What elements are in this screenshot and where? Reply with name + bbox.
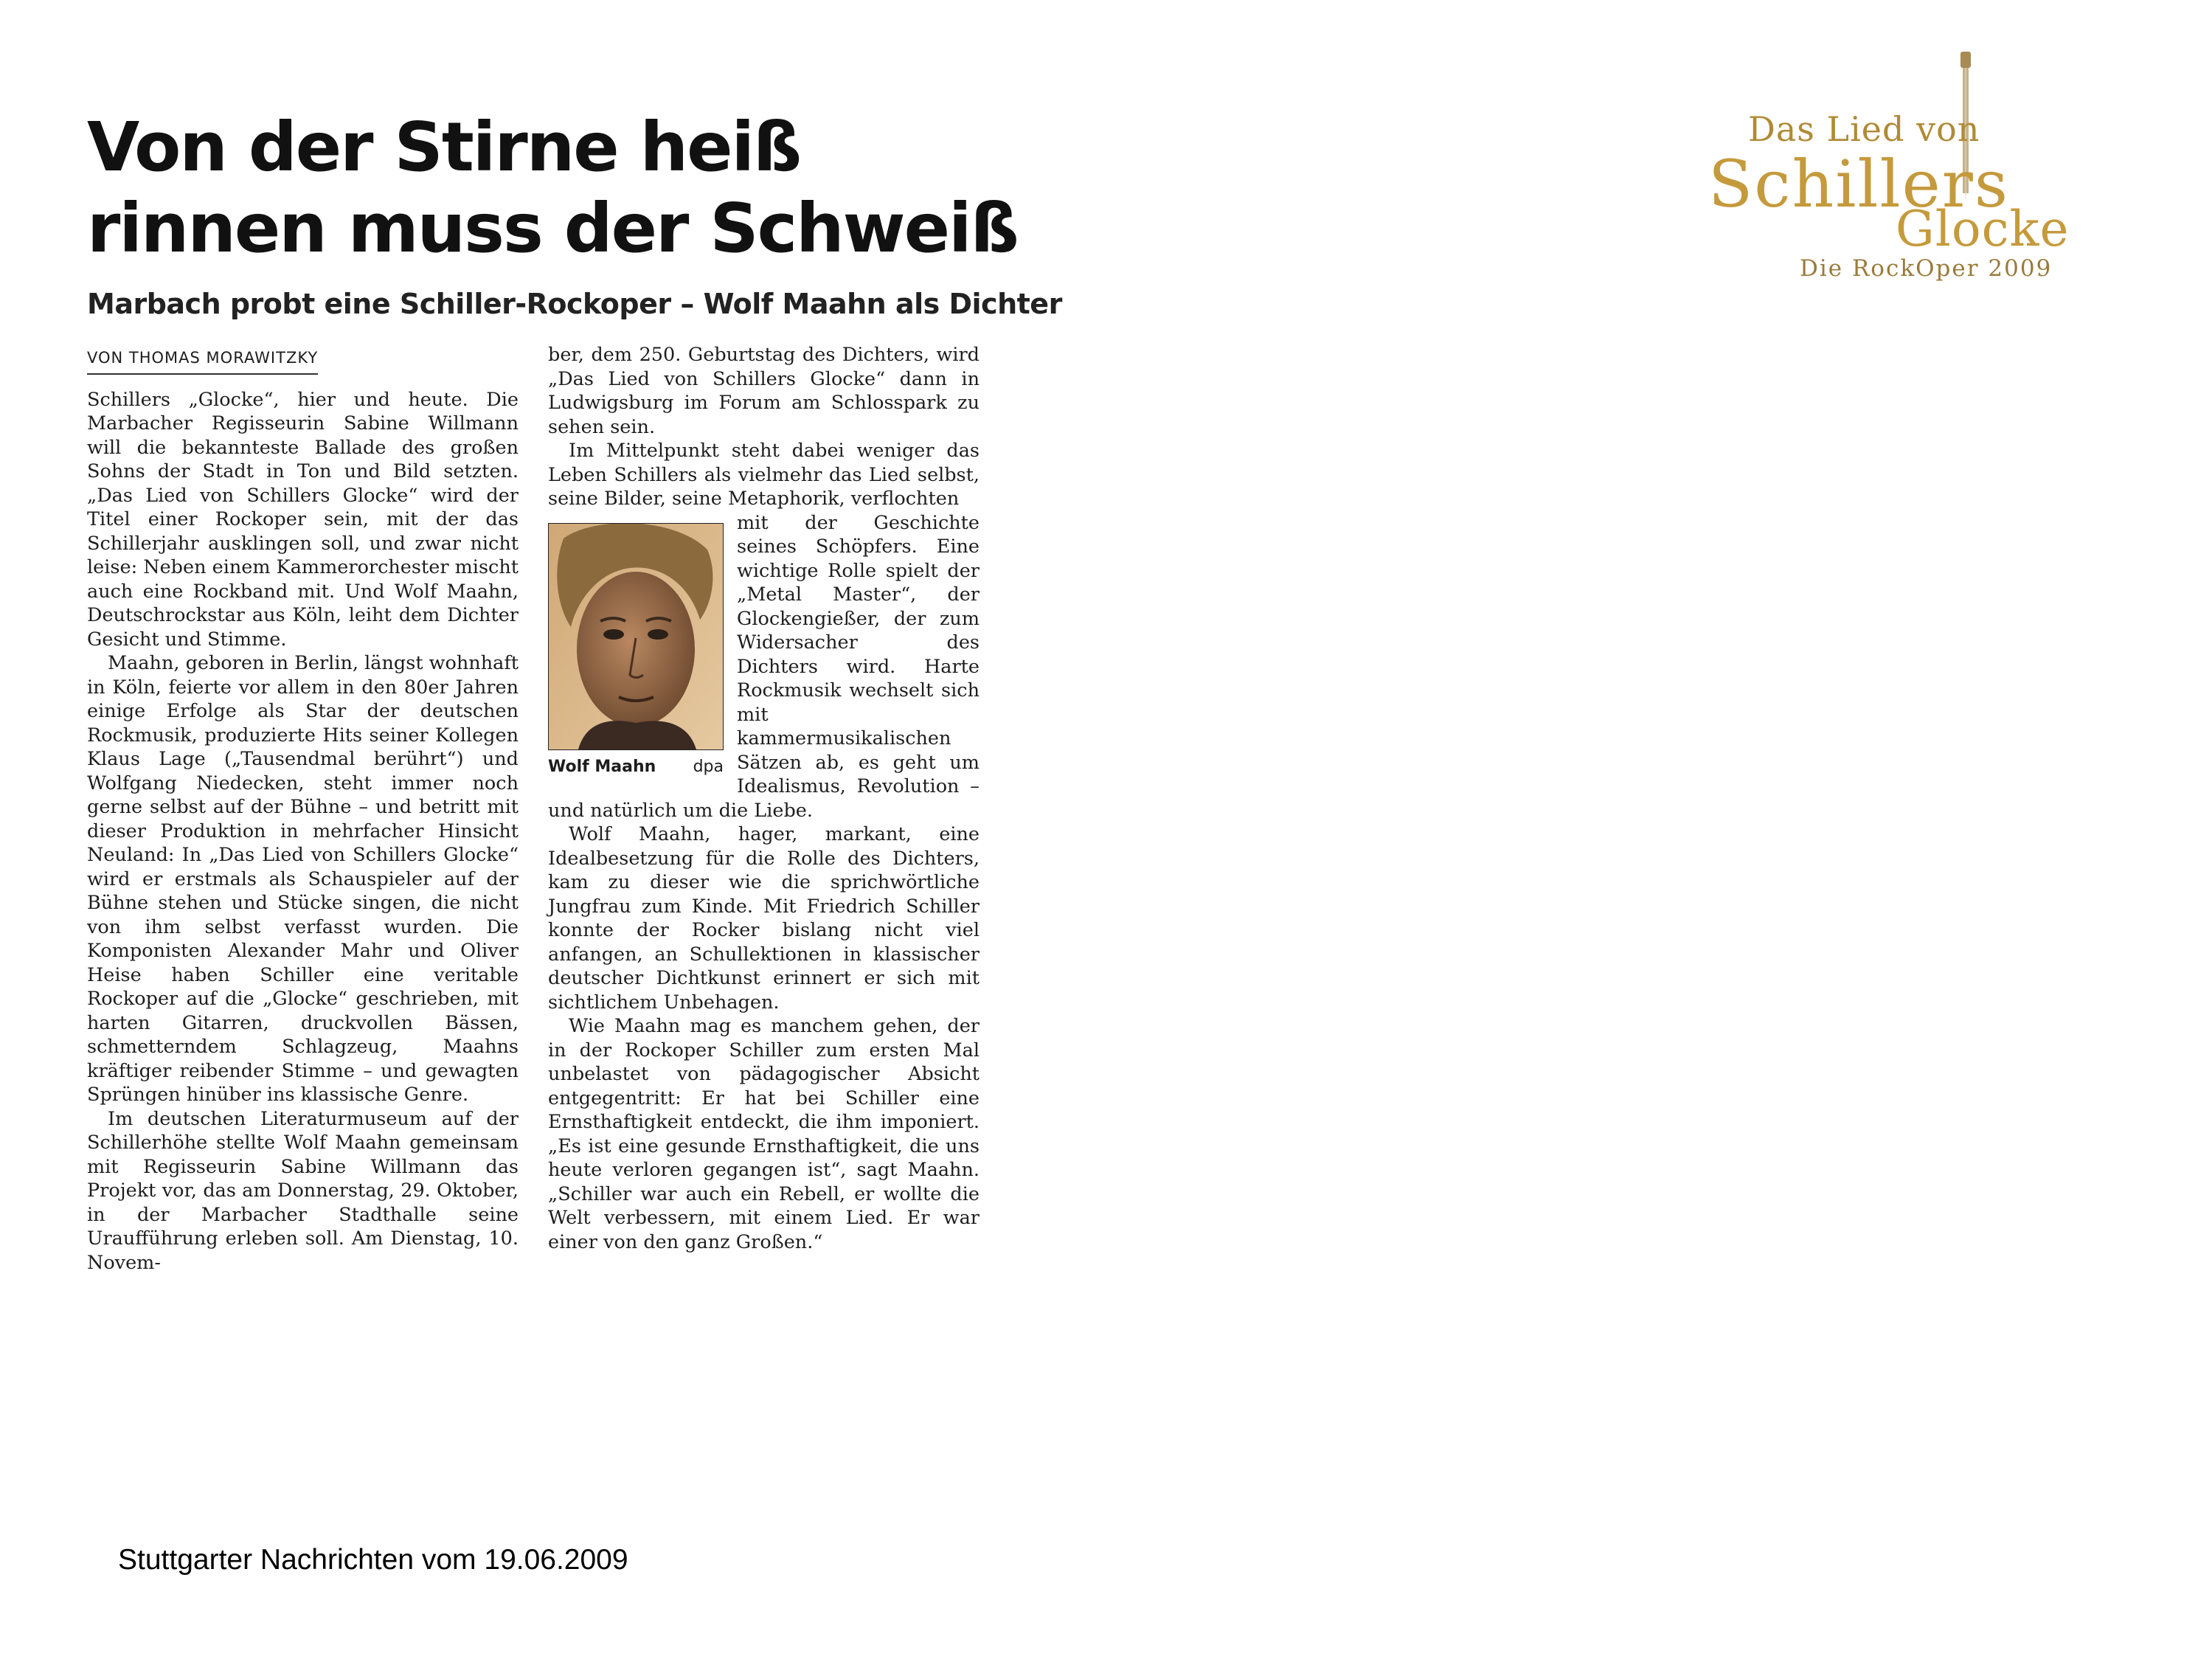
article-column-2 — [548, 343, 980, 1275]
photo-figure — [548, 523, 724, 777]
paragraph: mit der Geschichte seines Schöpfers. Eine wichtige Rolle spielt der „Metal Master“, der Glockengießer, der zum Widersacher des Dichters wird. Harte Rockmusik wechselt sich mit kammermusikalischen Sätzen ab, es geht um Idealismus, Revolution – und natürlich um die Liebe. — [548, 511, 980, 822]
paragraph: ber, dem 250. Geburtstag des Dichters, wird „Das Lied von Schillers Glocke“ dann in Ludwigsburg im Forum am Schlosspark zu sehen sein. — [548, 344, 980, 438]
byline: VON THOMAS MORAWITZKY — [87, 346, 318, 375]
caption-credit: dpa — [693, 757, 724, 776]
paragraph: Im Mittelpunkt steht dabei weniger das Leben Schillers als vielmehr das Lied selbst, seine Bilder, seine Metaphorik, verflochten — [548, 440, 980, 510]
source-note: Stuttgarter Nachrichten vom 19.06.2009 — [118, 1544, 628, 1576]
logo-text-line-1: Das Lied von — [1748, 109, 1980, 149]
caption-name: Wolf Maahn — [548, 757, 656, 776]
newspaper-article — [87, 107, 1062, 1275]
photo-caption — [548, 758, 724, 777]
headline-line-2: rinnen muss der Schweiß — [87, 189, 1018, 268]
logo-text-line-3: Glocke — [1896, 201, 2070, 257]
logo-text-line-2: Schillers — [1708, 146, 2009, 222]
logo-text-line-4: Die RockOper 2009 — [1800, 255, 2053, 282]
rockoper-logo — [1704, 52, 2117, 295]
article-columns — [87, 343, 980, 1275]
headline-line-1: Von der Stirne heiß — [87, 108, 801, 187]
paragraph: Wie Maahn mag es manchem gehen, der in der Rockoper Schiller zum ersten Mal unbelastet von pädagogischer Absicht entgegentritt: Er hat bei Schiller eine Ernsthaftigkeit entdeckt, die ihm imponiert. „Es ist eine gesunde Ernsthaftigkeit, die uns heute verloren gegangen ist“, sagt Maahn. „Schiller war auch ein Rebell, er wollte die Welt verbessern, mit einem Lied. Er war einer von den ganz Großen.“ — [548, 1015, 980, 1253]
paragraph: Wolf Maahn, hager, markant, eine Idealbesetzung für die Rolle des Dichters, kam zu dieser wie die sprichwörtliche Jungfrau zum Kinde. Mit Friedrich Schiller konnte der Rocker bislang nicht viel anfangen, an Schullektionen in klassischer deutscher Dichtkunst erinnert er sich mit sichtlichem Unbehagen. — [548, 823, 980, 1014]
paragraph: Maahn, geboren in Berlin, längst wohnhaft in Köln, feierte vor allem in den 80er Jahren einige Erfolge als Star der deutschen Rockmusik, produzierte Hits seiner Kollegen Klaus Lage („Tausendmal berührt“) und Wolfgang Niedecken, steht immer noch gerne selbst auf der Bühne – und betritt mit dieser Produktion in mehrfacher Hinsicht Neuland: In „Das Lied von Schillers Glocke“ wird er erstmals als Schauspieler auf der Bühne stehen und Stücke singen, die nicht von ihm selbst verfasst wurden. Die Komponisten Alexander Mahr und Oliver Heise haben Schiller eine veritable Rockoper auf die „Glocke“ geschrieben, mit harten Gitarren, druckvollen Bässen, schmetterndem Schlagzeug, Maahns kräftiger reibender Stimme – und gewagten Sprüngen hinüber ins klassische Genre. — [87, 652, 519, 1106]
portrait-photo — [548, 523, 724, 750]
paragraph: Schillers „Glocke“, hier und heute. Die Marbacher Regisseurin Sabine Willmann will die bekannteste Ballade des großen Sohns der Stadt in Ton und Bild setzten. „Das Lied von Schillers Glocke“ wird der Titel einer Rockoper sein, mit der das Schillerjahr ausklingen soll, und zwar nicht leise: Neben einem Kammerorchester mischt auch eine Rockband mit. Und Wolf Maahn, Deutschrockstar aus Köln, leiht dem Dichter Gesicht und Stimme. — [87, 388, 519, 651]
subheadline: Marbach probt eine Schiller-Rockoper – Wolf Maahn als Dichter — [87, 288, 1062, 320]
paragraph: Im deutschen Literaturmuseum auf der Schillerhöhe stellte Wolf Maahn gemeinsam mit Regisseurin Sabine Willmann das Projekt vor, das am Donnerstag, 29. Oktober, in der Marbacher Stadthalle seine Uraufführung erleben soll. Am Dienstag, 10. Novem- — [87, 1107, 519, 1274]
article-column-1 — [87, 343, 519, 1275]
